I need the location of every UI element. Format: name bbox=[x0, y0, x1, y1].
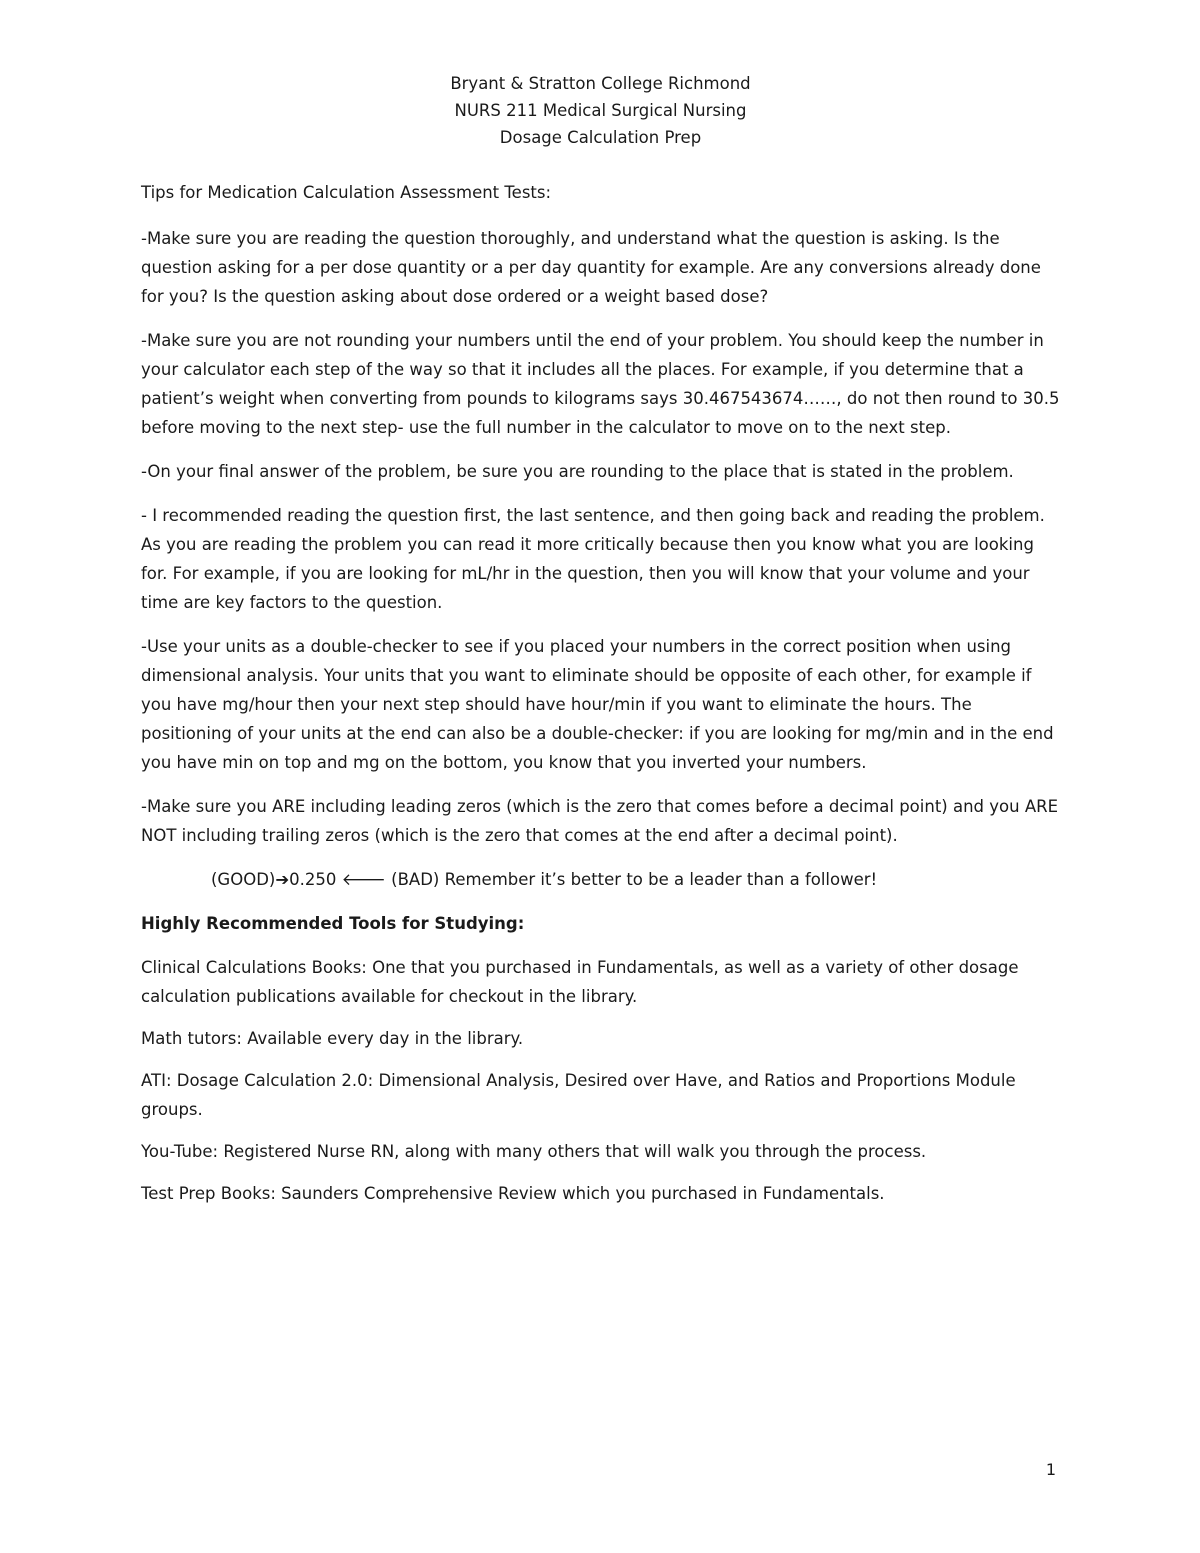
tip-paragraph-3: -On your final answer of the problem, be sure you are rounding to the place that is stated in the problem. bbox=[141, 462, 1014, 481]
tip-paragraph-4: - I recommended reading the question first, the last sentence, and then going back and reading the problem. As you are reading the problem you can read it more critically because then you know what you are looking for. For example, if you are looking for mL/hr in the question, then you will know that your volume and your time are key factors to the question. bbox=[141, 506, 1045, 612]
college-name: Bryant & Stratton College Richmond bbox=[450, 74, 751, 93]
tool-item-test-prep: Test Prep Books: Saunders Comprehensive Review which you purchased in Fundamentals. bbox=[141, 1184, 885, 1203]
tool-item-clinical-books: Clinical Calculations Books: One that you purchased in Fundamentals, as well as a variety of other dosage calculation publications available for checkout in the library. bbox=[141, 958, 1019, 1006]
course-title: NURS 211 Medical Surgical Nursing bbox=[454, 101, 747, 120]
tips-title: Tips for Medication Calculation Assessment Tests: bbox=[141, 183, 552, 202]
left-arrow-icon: 🡐 bbox=[341, 870, 386, 889]
bad-label: (BAD) Remember it’s better to be a leader than a follower! bbox=[391, 870, 878, 889]
tip-paragraph-5: -Use your units as a double-checker to see if you placed your numbers in the correct position when using dimensional analysis. Your units that you want to eliminate should be opposite of each other, for example if you have mg/hour then your next step should have hour/min if you want to eliminate the hours. The positioning of your units at the end can also be a double-checker: if you are looking for mg/min and in the end you have min on top and mg on the bottom, you know that you inverted your numbers. bbox=[141, 637, 1054, 772]
document-title: Dosage Calculation Prep bbox=[499, 128, 702, 147]
tip-paragraph-2: -Make sure you are not rounding your numbers until the end of your problem. You should keep the number in your calculator each step of the way so that it includes all the places. For example, if you determine that a patient’s weight when converting from pounds to kilograms says 30.467543674……, do not then round to 30.5 before moving to the next step- use the full number in the calculator to move on to the next step. bbox=[141, 331, 1060, 437]
tool-item-ati: ATI: Dosage Calculation 2.0: Dimensional Analysis, Desired over Have, and Ratios and Proportions Module groups. bbox=[141, 1071, 1016, 1119]
page-number: 1 bbox=[1045, 1460, 1056, 1479]
right-arrow-icon: ➔ bbox=[275, 870, 290, 889]
tool-item-youtube: You-Tube: Registered Nurse RN, along with many others that will walk you through the process. bbox=[141, 1142, 927, 1161]
leading-zero-example bbox=[211, 865, 1060, 894]
example-value: 0.250 bbox=[289, 870, 337, 889]
tool-item-math-tutors: Math tutors: Available every day in the library. bbox=[141, 1029, 524, 1048]
document-header bbox=[141, 70, 1060, 151]
tip-paragraph-6: -Make sure you ARE including leading zeros (which is the zero that comes before a decimal point) and you ARE NOT including trailing zeros (which is the zero that comes at the end after a decimal point). bbox=[141, 797, 1058, 845]
tip-paragraph-1: -Make sure you are reading the question thoroughly, and understand what the question is asking. Is the question asking for a per dose quantity or a per day quantity for example. Are any conversions already done for you? Is the question asking about dose ordered or a weight based dose? bbox=[141, 229, 1041, 306]
tools-heading: Highly Recommended Tools for Studying: bbox=[141, 914, 525, 933]
good-label: (GOOD) bbox=[211, 870, 276, 889]
